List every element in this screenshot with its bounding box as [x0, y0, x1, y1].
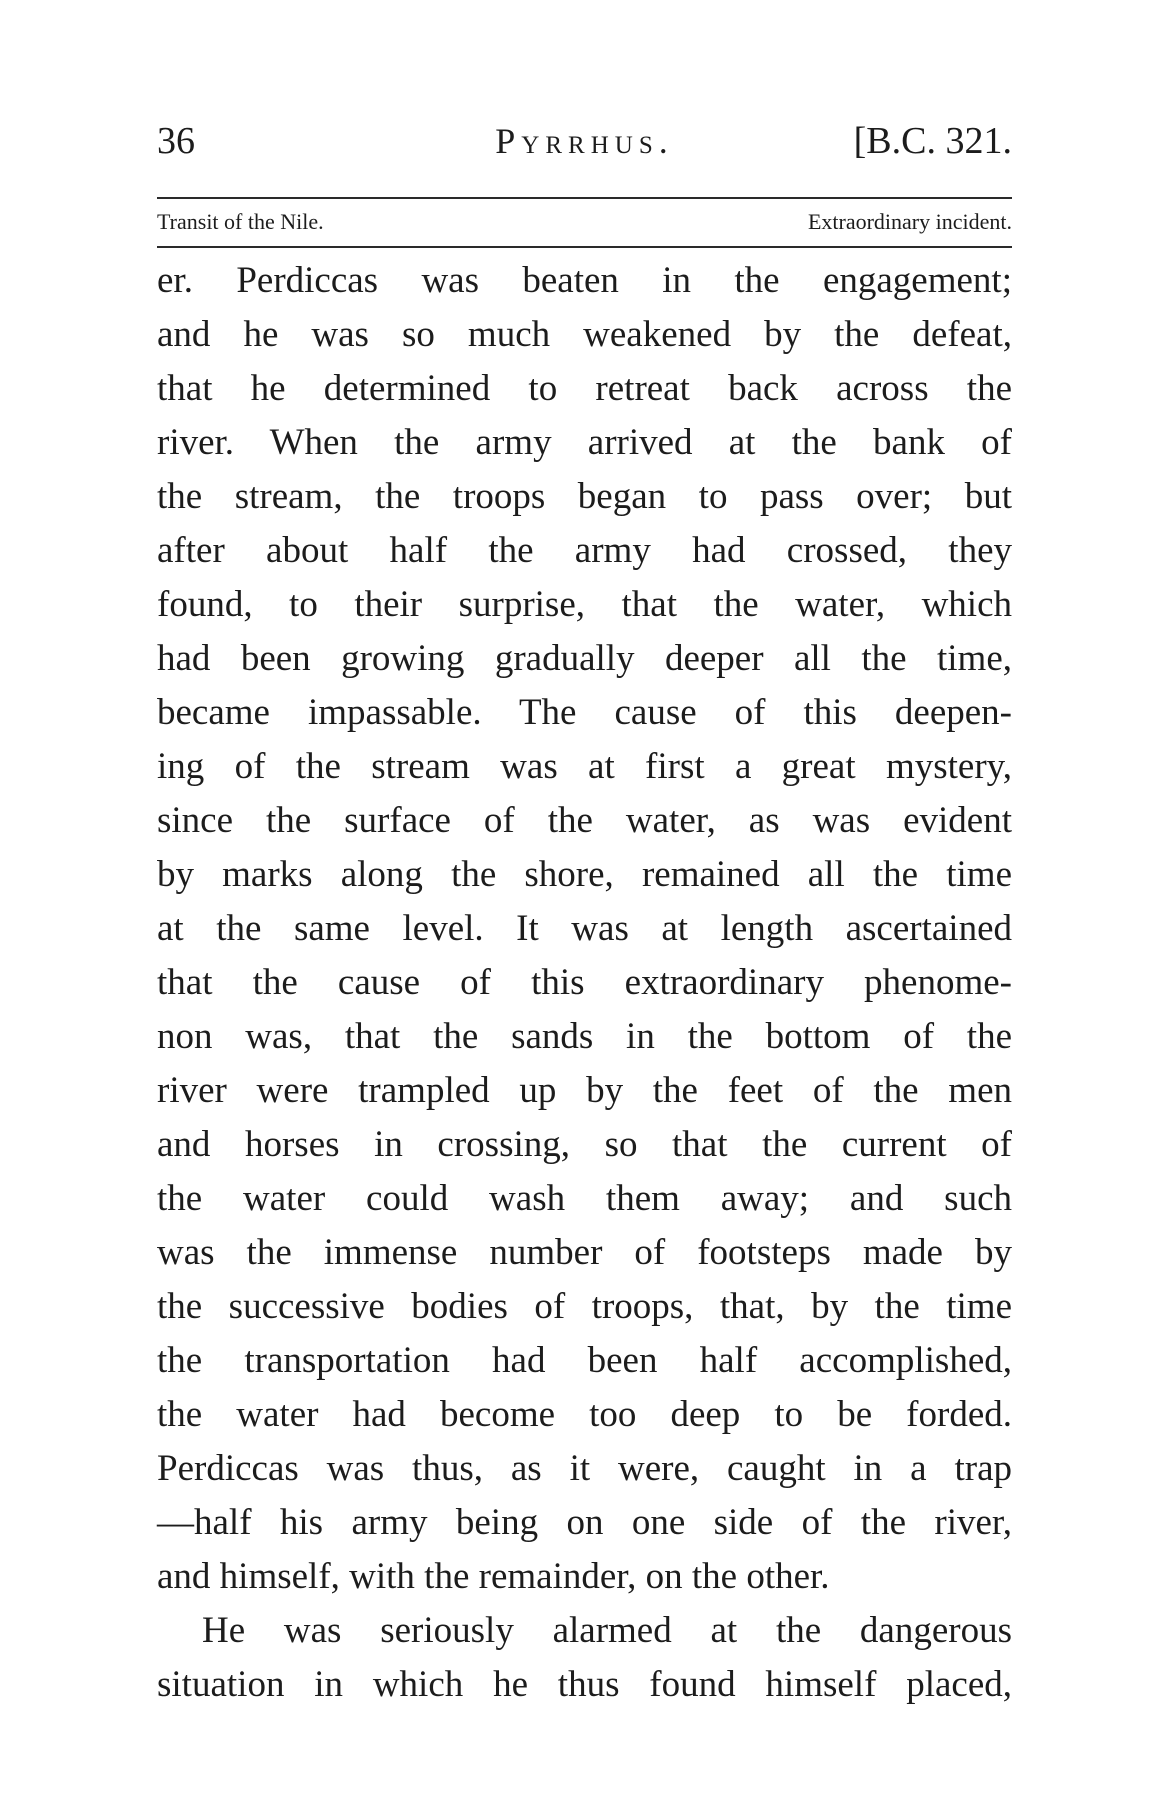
header-rule-bottom — [157, 246, 1012, 248]
text-line: became impassable. The cause of this deepen- — [157, 692, 1012, 733]
text-line: at the same level. It was at length ascertained — [157, 908, 1012, 949]
text-line: and he was so much weakened by the defeat, — [157, 314, 1012, 355]
text-line: non was, that the sands in the bottom of the — [157, 1016, 1012, 1057]
text-line: ing of the stream was at first a great mystery, — [157, 746, 1012, 787]
text-line: the water had become too deep to be forded. — [157, 1394, 1012, 1435]
text-line: after about half the army had crossed, they — [157, 530, 1012, 571]
text-line: had been growing gradually deeper all the time, — [157, 638, 1012, 679]
text-line: that he determined to retreat back across the — [157, 368, 1012, 409]
text-line: situation in which he thus found himself placed, — [157, 1664, 1012, 1705]
book-title: Pyrrhus. — [495, 121, 674, 161]
text-line: since the surface of the water, as was evident — [157, 800, 1012, 841]
text-line-paragraph-end: and himself, with the remainder, on the other. — [157, 1556, 830, 1597]
text-line: the water could wash them away; and such — [157, 1178, 1012, 1219]
body-text — [157, 254, 1012, 1712]
running-head — [157, 118, 1012, 164]
text-line: the stream, the troops began to pass over; but — [157, 476, 1012, 517]
text-line-paragraph-start: He was seriously alarmed at the dangerous — [202, 1610, 1012, 1651]
text-line: found, to their surprise, that the water, which — [157, 584, 1012, 625]
text-line: er. Perdiccas was beaten in the engagement; — [157, 260, 1012, 301]
page-number: 36 — [157, 120, 195, 162]
text-line: river. When the army arrived at the bank of — [157, 422, 1012, 463]
text-line: by marks along the shore, remained all the time — [157, 854, 1012, 895]
side-notes — [157, 203, 1012, 241]
text-line: —half his army being on one side of the river, — [157, 1502, 1012, 1543]
text-line: the transportation had been half accomplished, — [157, 1340, 1012, 1381]
text-line: that the cause of this extraordinary phenome- — [157, 962, 1012, 1003]
date-reference: [B.C. 321. — [853, 120, 1012, 162]
text-line: and horses in crossing, so that the current of — [157, 1124, 1012, 1165]
side-note-right: Extraordinary incident. — [807, 209, 1012, 234]
text-line: was the immense number of footsteps made by — [157, 1232, 1012, 1273]
text-line: the successive bodies of troops, that, by the time — [157, 1286, 1012, 1327]
text-line: Perdiccas was thus, as it were, caught in a trap — [157, 1448, 1012, 1489]
side-note-left: Transit of the Nile. — [157, 209, 324, 234]
text-line: river were trampled up by the feet of the men — [157, 1070, 1012, 1111]
header-rule-top — [157, 197, 1012, 199]
